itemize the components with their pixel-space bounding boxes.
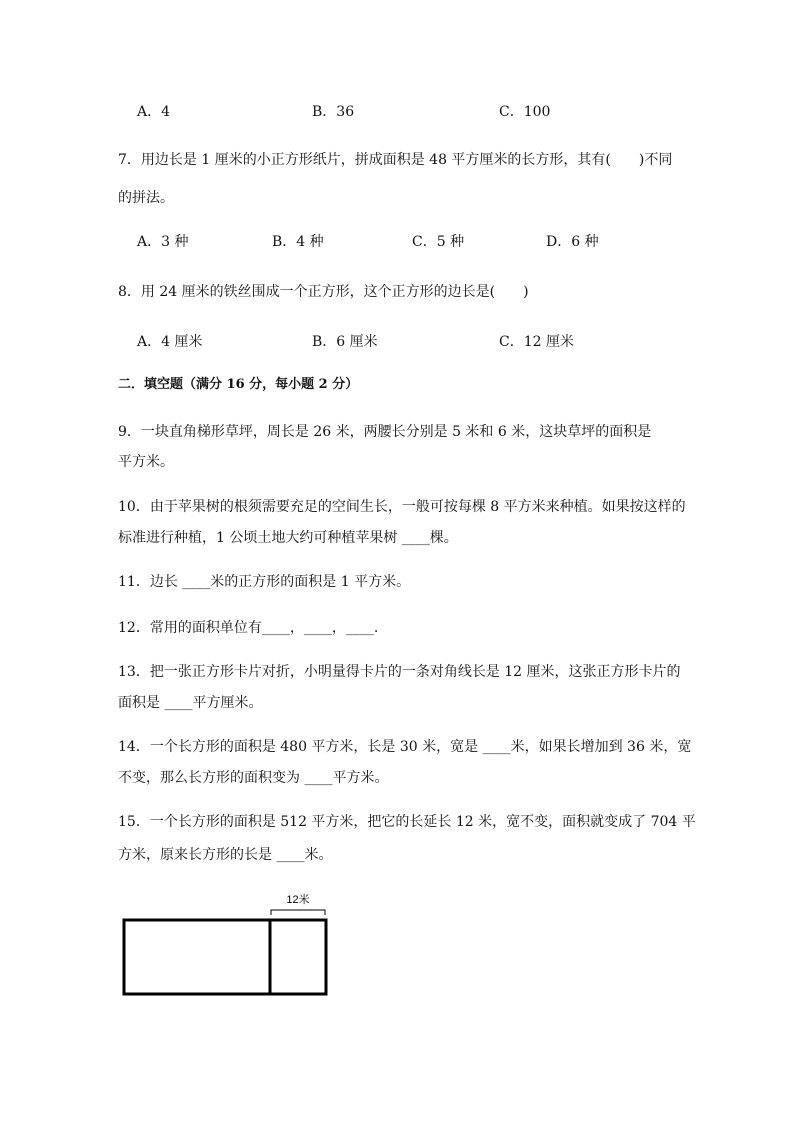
q11-text: 11．边长 ____米的正方形的面积是 1 平方米。 [118, 574, 411, 590]
extension-bracket [271, 910, 325, 915]
q8-option-b: B．6 厘米 [312, 334, 378, 350]
q7-text-line1: 7．用边长是 1 厘米的小正方形纸片，拼成面积是 48 平方厘米的长方形，其有( )不同 [118, 152, 673, 168]
q10-text-line2: 标准进行种植，1 公顷土地大约可种植苹果树 ____棵。 [118, 530, 458, 546]
extension-length-label: 12米 [286, 894, 310, 906]
q8-option-c: C．12 厘米 [499, 334, 574, 350]
q7-text-line2: 的拼法。 [118, 190, 174, 206]
section-heading-fill-in: 二．填空题（满分 16 分，每小题 2 分） [118, 377, 359, 392]
q12-text: 12．常用的面积单位有____，____，____. [118, 620, 379, 636]
q15-text-line2: 方米，原来长方形的长是 ____米。 [118, 847, 333, 863]
q10-text-line1: 10．由于苹果树的根须需要充足的空间生长，一般可按每棵 8 平方米来种植。如果按这样的 [118, 499, 686, 515]
q6-option-b: B．36 [312, 104, 355, 120]
q9-text-line2: 平方米。 [118, 454, 174, 470]
q7-option-a: A．3 种 [137, 234, 189, 250]
q13-text-line2: 面积是 ____平方厘米。 [118, 695, 263, 711]
q7-option-c: C．5 种 [412, 234, 465, 250]
q15-text-line1: 15．一个长方形的面积是 512 平方米，把它的长延长 12 米，宽不变，面积就变成了 704 平 [118, 814, 696, 830]
q9-text-line1: 9．一块直角梯形草坪，周长是 26 米，两腰长分别是 5 米和 6 米，这块草坪的面积是 [118, 424, 652, 440]
original-rectangle [124, 920, 270, 994]
q8-text-line1: 8．用 24 厘米的铁丝围成一个正方形，这个正方形的边长是( ) [118, 284, 529, 300]
q7-option-d: D．6 种 [546, 234, 599, 250]
q14-text-line1: 14．一个长方形的面积是 480 平方米，长是 30 米，宽是 ____米，如果长增加到 36 米，宽 [118, 739, 692, 755]
q6-option-a: A．4 [137, 104, 171, 120]
q8-option-a: A．4 厘米 [137, 334, 203, 350]
q15-rectangle-figure [118, 884, 338, 1004]
q14-text-line2: 不变，那么长方形的面积变为 ____平方米。 [118, 770, 389, 786]
q7-option-b: B．4 种 [272, 234, 324, 250]
q6-option-c: C．100 [499, 104, 551, 120]
extension-rectangle [270, 920, 326, 994]
q13-text-line1: 13．把一张正方形卡片对折，小明量得卡片的一条对角线长是 12 厘米，这张正方形卡片的 [118, 664, 681, 680]
